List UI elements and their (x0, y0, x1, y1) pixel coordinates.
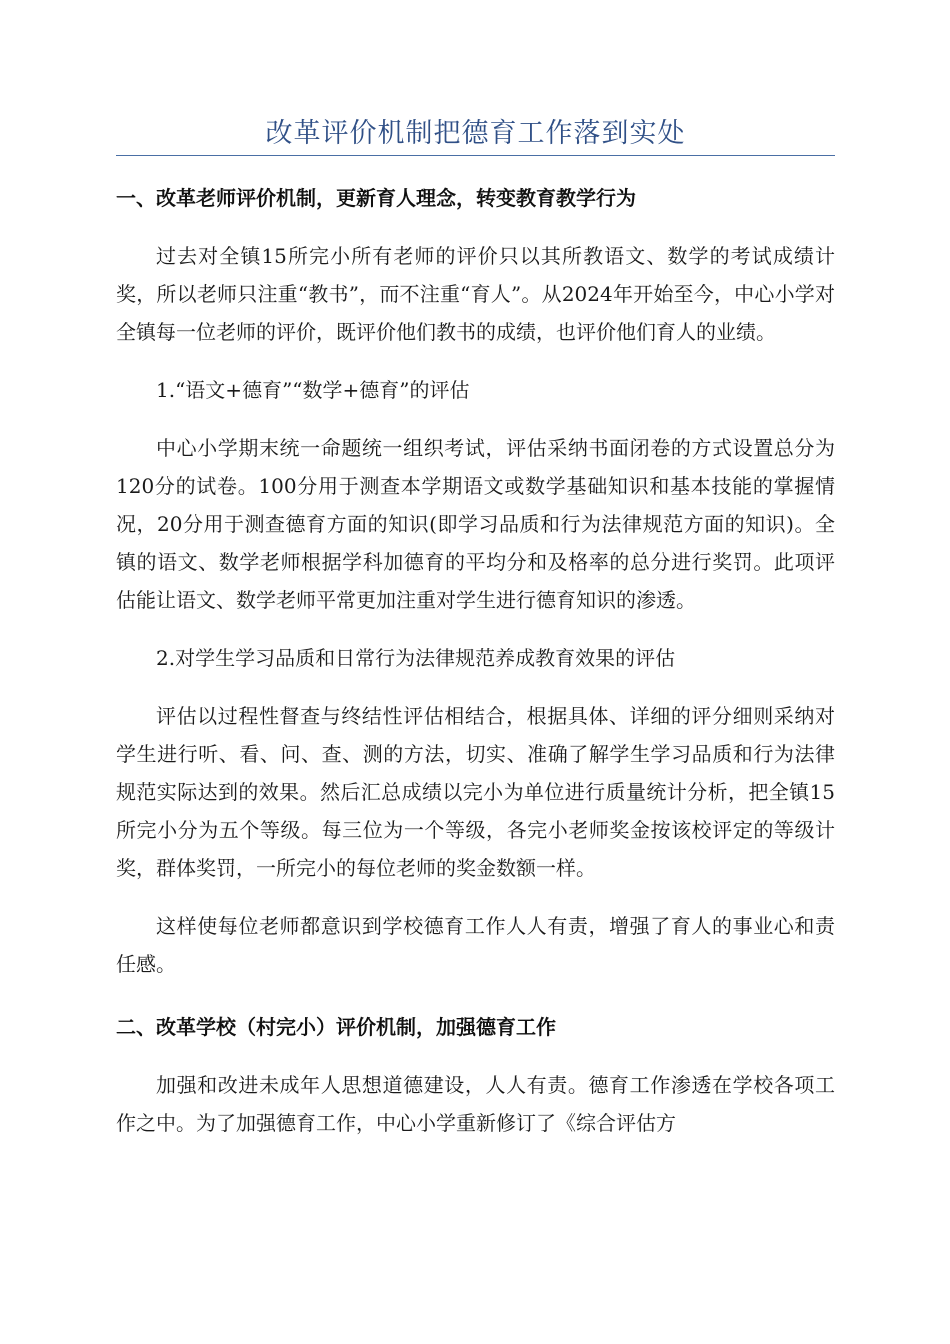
section-1-heading: 一、改革老师评价机制，更新育人理念，转变教育教学行为 (116, 186, 636, 210)
document-title: 改革评价机制把德育工作落到实处 (265, 118, 686, 149)
section-1 (116, 179, 835, 983)
section-2 (116, 1008, 835, 1142)
section-1-paragraph-2: 中心小学期末统一命题统一组织考试，评估采纳书面闭卷的方式设置总分为120分的试卷。100分用于测查本学期语文或数学基础知识和基本技能的掌握情况，20分用于测查德育方面的知识(即学习品质和行为法律规范方面的知识)。全镇的语文、数学老师根据学科加德育的平均分和及格率的总分进行奖罚。此项评估能让语文、数学老师平常更加注重对学生进行德育知识的渗透。 (116, 436, 835, 612)
section-1-paragraph-3: 评估以过程性督查与终结性评估相结合，根据具体、详细的评分细则采纳对学生进行听、看、问、查、测的方法，切实、准确了解学生学习品质和行为法律规范实际达到的效果。然后汇总成绩以完小为单位进行质量统计分析，把全镇15所完小分为五个等级。每三位为一个等级，各完小老师奖金按该校评定的等级计奖，群体奖罚，一所完小的每位老师的奖金数额一样。 (116, 704, 835, 880)
section-2-heading: 二、改革学校（村完小）评价机制，加强德育工作 (116, 1015, 556, 1039)
document-page (116, 0, 835, 1142)
section-1-subheading-1: 1.“语文+德育”“数学+德育”的评估 (156, 378, 470, 402)
title-underline (116, 155, 835, 156)
section-2-paragraph-1: 加强和改进未成年人思想道德建设，人人有责。德育工作渗透在学校各项工作之中。为了加强德育工作，中心小学重新修订了《综合评估方 (116, 1073, 835, 1135)
section-1-paragraph-1: 过去对全镇15所完小所有老师的评价只以其所教语文、数学的考试成绩计奖，所以老师只注重“教书”，而不注重“育人”。从2024年开始至今，中心小学对全镇每一位老师的评价，既评价他们教书的成绩，也评价他们育人的业绩。 (116, 244, 835, 344)
section-1-subheading-2: 2.对学生学习品质和日常行为法律规范养成教育效果的评估 (156, 646, 676, 670)
section-1-paragraph-4: 这样使每位老师都意识到学校德育工作人人有责，增强了育人的事业心和责任感。 (116, 914, 835, 976)
